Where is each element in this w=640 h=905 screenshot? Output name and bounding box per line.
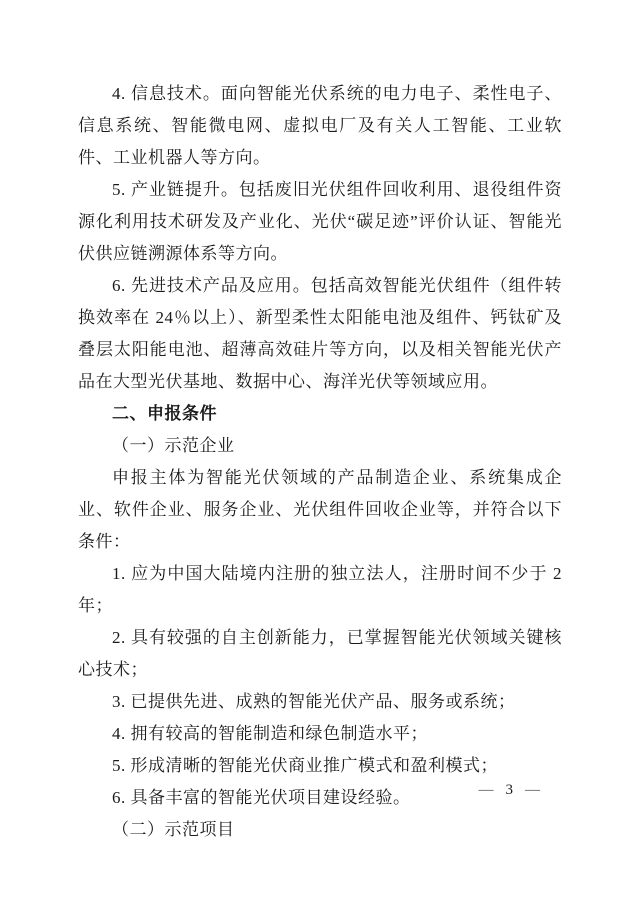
document-body [78, 78, 562, 846]
subsection-heading-demonstration-project: （二）示范项目 [112, 820, 235, 839]
paragraph-condition-1-registered-entity: 1. 应为中国大陆境内注册的独立法人，注册时间不少于 2 年； [78, 564, 562, 615]
page-number-right-dash: — [525, 782, 540, 798]
paragraph-condition-3-mature-products: 3. 已提供先进、成熟的智能光伏产品、服务或系统； [112, 692, 516, 711]
paragraph-condition-4-smart-green-manufacturing: 4. 拥有较高的智能制造和绿色制造水平； [112, 724, 428, 743]
paragraph-applicant-scope: 申报主体为智能光伏领域的产品制造企业、系统集成企业、软件企业、服务企业、光伏组件回收企业等，并符合以下条件： [78, 468, 562, 551]
page-number [479, 779, 541, 801]
section-heading-application-conditions: 二、申报条件 [112, 404, 217, 423]
paragraph-condition-2-innovation-capability: 2. 具有较强的自主创新能力，已掌握智能光伏领域关键核心技术； [78, 628, 562, 679]
paragraph-condition-5-business-model: 5. 形成清晰的智能光伏商业推广模式和盈利模式； [112, 756, 498, 775]
page-number-left-dash: — [478, 782, 494, 798]
paragraph-item4-information-technology: 4. 信息技术。面向智能光伏系统的电力电子、柔性电子、信息系统、智能微电网、虚拟电厂及有关人工智能、工业软件、工业机器人等方向。 [78, 84, 562, 167]
paragraph-item6-advanced-tech-products: 6. 先进技术产品及应用。包括高效智能光伏组件（组件转换效率在 24％以上）、新型柔性太阳能电池及组件、钙钛矿及叠层太阳能电池、超薄高效硅片等方向，以及相关智能光伏产品在大型光伏基地、数据中心、海洋光伏等领域应用。 [78, 276, 562, 391]
paragraph-condition-6-project-experience: 6. 具备丰富的智能光伏项目建设经验。 [112, 788, 411, 807]
subsection-heading-demonstration-enterprise: （一）示范企业 [112, 436, 235, 455]
paragraph-item5-industry-chain-upgrade: 5. 产业链提升。包括废旧光伏组件回收利用、退役组件资源化利用技术研发及产业化、光伏“碳足迹”评价认证、智能光伏供应链溯源体系等方向。 [78, 180, 562, 263]
page-number-value: 3 [505, 782, 513, 798]
